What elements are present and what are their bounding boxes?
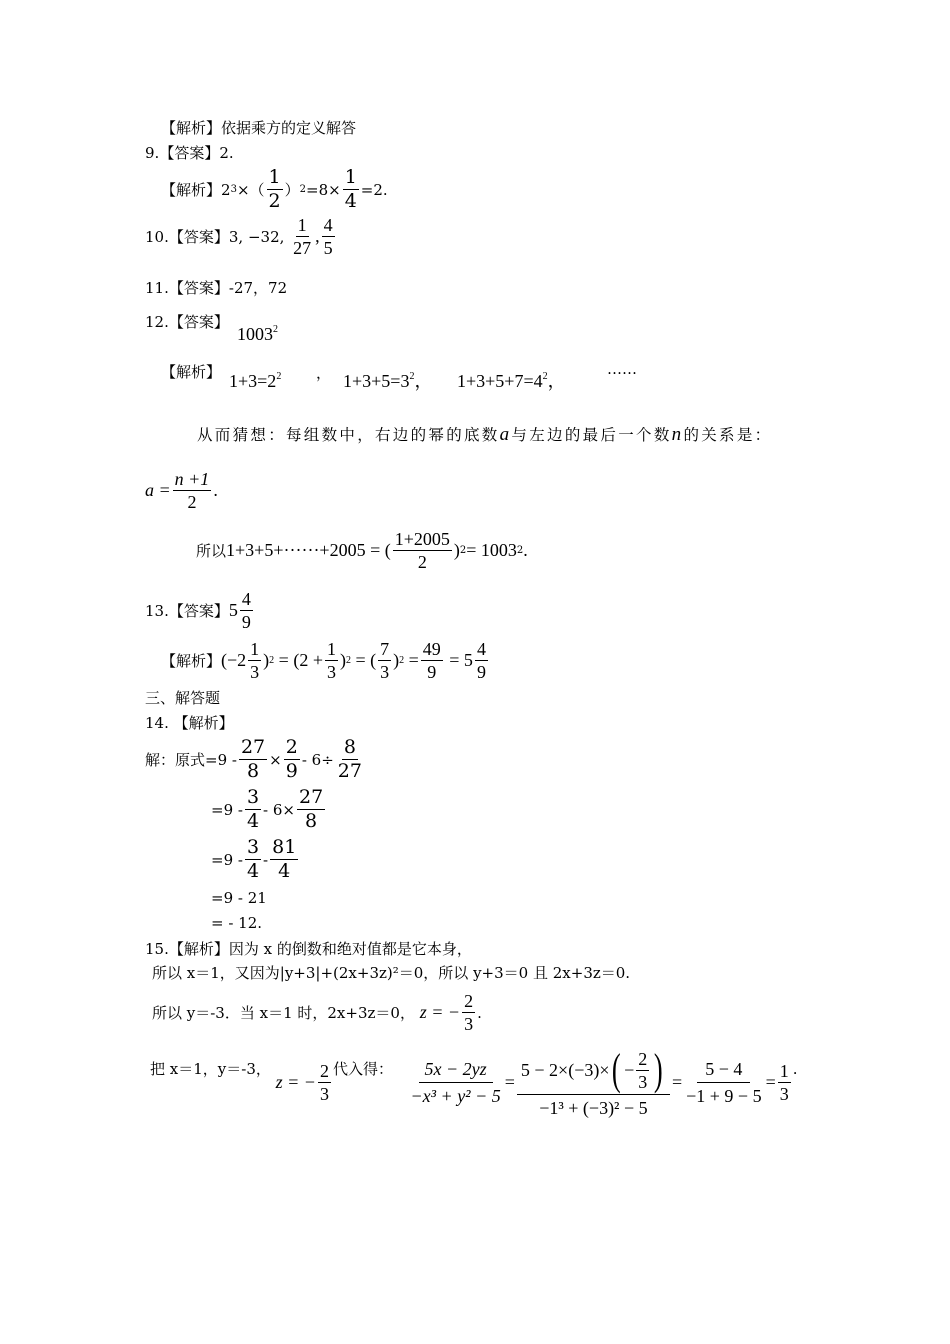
question-number: 15. bbox=[145, 940, 169, 958]
expr: = 5 bbox=[449, 650, 473, 670]
exponent: 2 bbox=[409, 371, 415, 382]
denominator: 3 bbox=[319, 1084, 329, 1104]
analysis-label: 【解析】 bbox=[168, 940, 229, 958]
fraction bbox=[325, 640, 338, 681]
analysis-label: 【解析】 bbox=[161, 652, 222, 670]
line-text: 代入得： bbox=[332, 1060, 393, 1078]
line-text: 所以 y＝-3．当 x＝1 时，2x+3z＝0， bbox=[152, 1004, 415, 1022]
q12-answer-value bbox=[237, 325, 278, 343]
numerator: 2 bbox=[638, 1048, 648, 1069]
equals-sign: = bbox=[671, 1072, 683, 1092]
fraction bbox=[284, 738, 300, 781]
answer-exponent: 2 bbox=[273, 324, 278, 335]
fraction bbox=[517, 1045, 670, 1118]
fraction bbox=[636, 1050, 649, 1091]
fraction bbox=[409, 1060, 503, 1105]
denominator: 27 bbox=[337, 760, 362, 782]
exponent: 2 bbox=[345, 655, 351, 666]
fraction bbox=[239, 738, 267, 781]
q12-analysis-label bbox=[161, 365, 221, 380]
denominator: 4 bbox=[246, 860, 260, 882]
q14-line1 bbox=[145, 738, 366, 781]
denominator: −x³ + y² − 5 bbox=[410, 1086, 501, 1106]
step-text: =9 - bbox=[211, 800, 243, 819]
exponent: 2 bbox=[516, 545, 524, 556]
denominator: 2 bbox=[187, 492, 197, 512]
fraction bbox=[462, 992, 475, 1033]
denominator: −1 + 9 − 5 bbox=[686, 1086, 762, 1106]
numerator: 1 bbox=[344, 166, 357, 188]
q12-relation bbox=[145, 470, 218, 511]
q12-dots: …… bbox=[607, 360, 637, 378]
numerator: 3 bbox=[246, 786, 260, 808]
numerator: 2 bbox=[285, 736, 298, 758]
fraction bbox=[322, 216, 335, 257]
result-text: =2. bbox=[360, 180, 388, 199]
period: . bbox=[477, 1003, 482, 1022]
exponent: 2 bbox=[399, 655, 405, 666]
numerator: 8 bbox=[343, 736, 356, 758]
answer-label: 【答案】 bbox=[168, 602, 229, 620]
exponent: 2 bbox=[269, 655, 275, 666]
denominator: 27 bbox=[293, 238, 312, 258]
fraction bbox=[475, 640, 488, 681]
q14-line3 bbox=[211, 838, 300, 881]
fraction bbox=[240, 590, 253, 631]
expr: = (2 + bbox=[278, 650, 323, 670]
denominator: 3 bbox=[380, 662, 390, 682]
answer-label: 【答案】 bbox=[168, 228, 229, 246]
period: . bbox=[213, 480, 218, 500]
analysis-label: 【解析】 bbox=[161, 181, 222, 199]
q8-analysis bbox=[161, 121, 356, 136]
denominator: 3 bbox=[250, 662, 260, 682]
step-text: 解：原式=9 - bbox=[145, 751, 237, 769]
expr: (−2 bbox=[221, 650, 247, 670]
operator: × bbox=[269, 750, 282, 769]
sum-result: = 1003 bbox=[466, 540, 517, 560]
sum-lead: 所以 bbox=[196, 542, 227, 560]
equation-text: 1+3+5+7=4 bbox=[457, 371, 543, 391]
fraction bbox=[421, 640, 443, 681]
fraction bbox=[318, 1062, 331, 1103]
numerator: 1 bbox=[250, 639, 260, 659]
q14-line2 bbox=[211, 788, 327, 831]
numerator: 1 bbox=[297, 215, 307, 235]
answer-label: 【答案】 bbox=[168, 279, 229, 297]
section-heading: 三、解答题 bbox=[145, 689, 221, 707]
denominator: 9 bbox=[427, 662, 437, 682]
exponent: 2 bbox=[459, 545, 467, 556]
mixed-whole: 5 bbox=[228, 600, 238, 620]
q10-answer: 10. 【答案】 3, −32, $\frac{1}{27}$ , $\frac{4}{5}$ bbox=[145, 215, 333, 258]
variable-a: a bbox=[499, 424, 512, 445]
equals-sign: = bbox=[504, 1072, 515, 1092]
expr: ) bbox=[393, 650, 400, 670]
left-paren: （ bbox=[249, 181, 265, 199]
expr: ) bbox=[263, 650, 270, 670]
numerator: 4 bbox=[476, 639, 486, 659]
numerator: 4 bbox=[241, 589, 251, 609]
exponent: 2 bbox=[299, 184, 307, 195]
denominator: 4 bbox=[246, 810, 260, 832]
operator: - bbox=[263, 850, 269, 869]
q12-guess bbox=[197, 425, 772, 444]
q15-line1 bbox=[145, 942, 472, 957]
line-text: 因为 x 的倒数和绝对值都是它本身， bbox=[228, 940, 472, 958]
denominator: 3 bbox=[326, 662, 336, 682]
answer-label: 【答案】 bbox=[168, 313, 229, 331]
z-expr: z = − bbox=[275, 1072, 316, 1092]
denominator: 4 bbox=[344, 190, 357, 212]
numerator: 49 bbox=[422, 639, 441, 659]
numerator-text: 5 − 2×(−3)× bbox=[520, 1060, 610, 1080]
z-expr: z = − bbox=[419, 1002, 461, 1022]
right-paren: ） bbox=[284, 181, 300, 199]
minus-sign: − bbox=[624, 1060, 635, 1080]
q13-analysis bbox=[161, 640, 490, 681]
answer-base: 1003 bbox=[237, 324, 273, 344]
exponent: 2 bbox=[276, 371, 282, 382]
q15-line3 bbox=[152, 992, 482, 1033]
numerator: 4 bbox=[323, 215, 333, 235]
fraction bbox=[684, 1060, 763, 1105]
question-number: 10. bbox=[145, 227, 169, 246]
expr: ) bbox=[339, 650, 346, 670]
numerator: n +1 bbox=[174, 469, 210, 489]
numerator: 27 bbox=[240, 736, 266, 758]
times-sign: × bbox=[236, 180, 250, 199]
expr: = bbox=[408, 650, 419, 670]
numerator: 5 − 2×(−3)× ( − $\frac{2}{3}$ ) bbox=[517, 1048, 670, 1095]
denominator: 8 bbox=[247, 760, 260, 782]
answer-text: 3, −32, bbox=[228, 227, 285, 246]
q9-base: 2 bbox=[221, 180, 231, 199]
guess-text: 的关系是： bbox=[683, 426, 773, 444]
answer-text: -27，72 bbox=[228, 279, 288, 297]
denominator: 3 bbox=[779, 1084, 789, 1104]
analysis-text: 依据乘方的定义解答 bbox=[221, 119, 357, 137]
denominator: −1³ + (−3)² − 5 bbox=[539, 1098, 648, 1118]
q9-answer bbox=[145, 146, 234, 161]
q12-sum bbox=[196, 530, 528, 571]
operator: - 6÷ bbox=[301, 750, 334, 769]
equation-text: 1+3=2 bbox=[229, 371, 277, 391]
fraction bbox=[245, 838, 261, 881]
answer-label: 【答案】 bbox=[159, 144, 220, 162]
fraction bbox=[343, 168, 359, 211]
question-number: 12. bbox=[145, 313, 169, 331]
denominator: 8 bbox=[305, 810, 318, 832]
fraction bbox=[778, 1062, 791, 1103]
question-number: 11. bbox=[145, 279, 169, 297]
numerator: 1 bbox=[779, 1061, 789, 1081]
operator: - 6× bbox=[263, 800, 295, 819]
analysis-label: 【解析】 bbox=[161, 119, 222, 137]
numerator: 2 bbox=[319, 1061, 329, 1081]
q12-answer bbox=[145, 315, 229, 330]
denominator: 9 bbox=[241, 612, 251, 632]
denominator: 3 bbox=[638, 1071, 648, 1092]
q15-line2: 所以 x＝1，又因为|y+3|+(2x+3z)²＝0，所以 y+3＝0 且 2x+3z＝0. bbox=[152, 964, 631, 982]
exponent: 2 bbox=[542, 371, 548, 382]
equals-sign: = bbox=[765, 1072, 776, 1092]
fraction bbox=[245, 788, 261, 831]
analysis-label: 【解析】 bbox=[173, 714, 234, 732]
fraction bbox=[336, 738, 364, 781]
denominator: 5 bbox=[323, 238, 333, 258]
q9-exponent: 3 bbox=[230, 184, 237, 195]
q14-line4: =9 - 21 bbox=[211, 889, 267, 907]
question-number: 9. bbox=[145, 144, 160, 162]
numerator: 3 bbox=[246, 836, 260, 858]
numerator: 5 − 4 bbox=[697, 1060, 750, 1083]
q11-answer bbox=[145, 281, 287, 296]
fraction bbox=[378, 640, 391, 681]
numerator: 5x − 2yz bbox=[419, 1060, 493, 1083]
numerator: 1 bbox=[268, 166, 281, 188]
fraction bbox=[248, 640, 261, 681]
equation-text: 1+3+5=3 bbox=[343, 371, 410, 391]
denominator: 3 bbox=[464, 1014, 474, 1034]
denominator: 4 bbox=[278, 860, 291, 882]
denominator: 9 bbox=[476, 662, 486, 682]
numerator: 27 bbox=[299, 786, 324, 808]
fraction bbox=[270, 838, 298, 881]
q12-eq2: $1+3+5=3^2$， bbox=[343, 371, 433, 391]
denominator: 2 bbox=[417, 552, 427, 572]
q12-eq1 bbox=[229, 372, 281, 390]
fraction bbox=[393, 530, 452, 571]
close-paren: ) bbox=[453, 540, 460, 560]
denominator: 2 bbox=[268, 190, 281, 212]
denominator: 9 bbox=[285, 760, 298, 782]
fraction bbox=[291, 216, 313, 257]
expr: = ( bbox=[355, 650, 377, 670]
line-text: 把 x＝1，y＝-3， bbox=[150, 1060, 271, 1078]
period: . bbox=[792, 1059, 798, 1078]
numerator: 1+2005 bbox=[394, 529, 450, 549]
step-text: =9 - bbox=[211, 850, 243, 869]
q15-line4 bbox=[150, 1045, 798, 1118]
variable-n: n bbox=[671, 424, 684, 445]
guess-text: 与左边的最后一个数 bbox=[511, 426, 672, 444]
numerator: 81 bbox=[272, 836, 297, 858]
sum-expression: 1+3+5+······+2005 = ( bbox=[226, 540, 391, 560]
analysis-label: 【解析】 bbox=[161, 363, 222, 381]
question-number: 14. bbox=[145, 714, 169, 732]
numerator: 2 bbox=[464, 991, 474, 1011]
relation-lhs: a = bbox=[145, 480, 171, 500]
q14-label bbox=[145, 716, 234, 731]
q9-analysis bbox=[161, 168, 388, 211]
period: . bbox=[523, 540, 528, 560]
question-number: 13. bbox=[145, 601, 169, 620]
fraction bbox=[267, 168, 283, 211]
q14-line5: = - 12. bbox=[211, 914, 263, 932]
numerator: 1 bbox=[326, 639, 336, 659]
answer-text: 2. bbox=[219, 144, 234, 162]
expression-text: =8× bbox=[306, 180, 341, 199]
fraction bbox=[297, 788, 325, 831]
q12-eq3: $1+3+5+7=4^2$， bbox=[457, 371, 566, 391]
guess-text: 从而猜想：每组数中，右边的幂的底数 bbox=[197, 426, 500, 444]
fraction bbox=[173, 470, 212, 511]
numerator: 7 bbox=[380, 639, 390, 659]
q13-answer bbox=[145, 590, 255, 631]
